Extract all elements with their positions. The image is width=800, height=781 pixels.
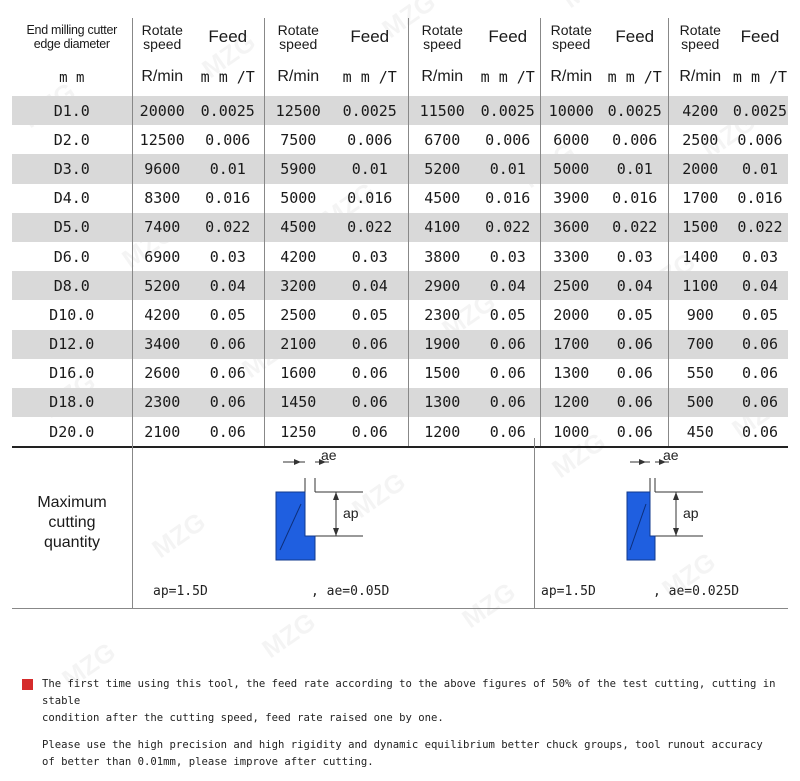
speed-cell: 1400 (668, 242, 732, 271)
speed-unit: R/min (408, 56, 476, 96)
feed-cell: 0.01 (192, 154, 264, 183)
note-bullet-icon (22, 679, 33, 690)
formula-ap-right: ap=1.5D (541, 584, 596, 599)
diameter-header-line2: edge diameter (33, 37, 110, 51)
speed-cell: 8300 (132, 184, 192, 213)
feed-cell: 0.06 (476, 417, 540, 447)
speed-cell: 2900 (408, 271, 476, 300)
diameter-cell: D1.0 (12, 96, 132, 125)
feed-cell: 0.04 (476, 271, 540, 300)
diameter-cell: D8.0 (12, 271, 132, 300)
feed-cell: 0.022 (476, 213, 540, 242)
ae-label: ae (321, 447, 337, 463)
speed-cell: 6000 (540, 125, 602, 154)
speed-cell: 5200 (132, 271, 192, 300)
speed-cell: 1700 (668, 184, 732, 213)
table-row (12, 125, 788, 154)
feed-cell: 0.06 (741, 364, 779, 383)
speed-unit: R/min (668, 56, 732, 96)
table-row (12, 271, 788, 300)
feed-unit: m m /T (607, 67, 662, 86)
speed-unit: R/min (540, 56, 602, 96)
feed-cell: 0.006 (737, 130, 783, 149)
speed-cell: 2300 (132, 388, 192, 417)
speed-cell: 2600 (132, 359, 192, 388)
feed-cell: 0.0025 (602, 96, 668, 125)
speed-cell: 2100 (132, 417, 192, 447)
feed-header: Feed (615, 27, 655, 46)
feed-cell: 0.006 (347, 130, 393, 149)
feed-cell: 0.06 (489, 364, 526, 383)
speed-unit: R/min (132, 56, 192, 96)
feed-cell: 0.016 (347, 189, 393, 208)
table-row (12, 242, 788, 271)
feed-cell: 0.016 (205, 189, 251, 208)
rotate-speed-header: Rotate speed (132, 18, 192, 56)
feed-cell: 0.016 (485, 189, 531, 208)
feed-header: Feed (740, 27, 780, 46)
feed-cell: 0.06 (476, 330, 540, 359)
feed-cell: 0.03 (489, 247, 526, 266)
feed-cell: 0.06 (332, 417, 408, 447)
feed-header: Feed (208, 27, 248, 46)
speed-cell: 1200 (408, 417, 476, 447)
feed-cell: 0.01 (732, 154, 788, 183)
feed-cell: 0.04 (192, 271, 264, 300)
speed-cell: 3200 (264, 271, 332, 300)
cut-profile-diagram-right (535, 438, 789, 608)
speed-cell: 6900 (132, 242, 192, 271)
feed-cell: 0.01 (476, 154, 540, 183)
diameter-unit: m m (59, 69, 85, 86)
maximum-cutting-quantity-label: Maximum cutting quantity (37, 494, 107, 551)
speed-cell: 4200 (132, 300, 192, 329)
feed-cell: 0.06 (476, 388, 540, 417)
feed-cell: 0.06 (602, 417, 668, 447)
diameter-cell: D16.0 (49, 364, 95, 383)
diameter-cell: D4.0 (53, 189, 90, 208)
note-paragraph-2: Please use the high precision and high rigidity and dynamic equilibrium better chuck groups, tool runout accuracy of better than 0.01mm, please improve after cutting. (42, 739, 763, 768)
speed-cell: 4500 (408, 184, 476, 213)
speed-cell: 550 (668, 359, 732, 388)
speed-cell: 2000 (540, 300, 602, 329)
feed-cell: 0.03 (209, 247, 246, 266)
speed-cell: 3400 (132, 330, 192, 359)
feed-cell: 0.0025 (732, 96, 788, 125)
table-row (12, 96, 788, 125)
feed-cell: 0.0025 (332, 96, 408, 125)
feed-cell: 0.022 (732, 213, 788, 242)
diameter-cell: D20.0 (12, 417, 132, 447)
feed-cell: 0.04 (602, 271, 668, 300)
note-paragraph-1: The first time using this tool, the feed rate according to the above figures of 50% of the test cutting, cutting in stable condition after the cutting speed, feed rate raised one by one. (42, 678, 776, 724)
feed-cell: 0.0025 (192, 96, 264, 125)
speed-cell: 5200 (408, 154, 476, 183)
feed-unit: m m /T (342, 67, 397, 86)
rotate-speed-header: Rotate speed (668, 18, 732, 56)
feed-header: Feed (488, 27, 528, 46)
feed-cell: 0.06 (732, 417, 788, 447)
diameter-cell: D18.0 (12, 388, 132, 417)
feed-unit: m m /T (200, 67, 255, 86)
feed-cell: 0.06 (732, 330, 788, 359)
table-row (12, 213, 788, 242)
feed-cell: 0.06 (602, 330, 668, 359)
speed-cell: 2100 (264, 330, 332, 359)
speed-cell: 1450 (264, 388, 332, 417)
feed-cell: 0.06 (192, 388, 264, 417)
feed-cell: 0.06 (209, 364, 246, 383)
speed-cell: 900 (668, 300, 732, 329)
speed-cell: 4500 (264, 213, 332, 242)
table-row (12, 184, 788, 213)
feed-cell: 0.06 (192, 417, 264, 447)
feed-cell: 0.022 (602, 213, 668, 242)
speed-cell: 3600 (540, 213, 602, 242)
feed-cell: 0.05 (351, 305, 388, 324)
feed-cell: 0.05 (209, 305, 246, 324)
speed-cell: 700 (668, 330, 732, 359)
formula-ae-right: , ae=0.025D (653, 584, 740, 599)
table-row (12, 388, 788, 417)
table-row (12, 359, 788, 388)
feed-cell: 0.006 (612, 130, 658, 149)
table-body (12, 96, 788, 447)
feed-cell: 0.05 (616, 305, 653, 324)
diameter-cell: D12.0 (12, 330, 132, 359)
speed-cell: 9600 (132, 154, 192, 183)
diameter-header-line1: End milling cutter (26, 23, 117, 37)
feed-cell: 0.06 (332, 330, 408, 359)
diameter-cell: D3.0 (12, 154, 132, 183)
cut-diagram-left-cell (132, 438, 535, 608)
speed-cell: 3900 (540, 184, 602, 213)
speed-cell: 1200 (540, 388, 602, 417)
speed-cell: 10000 (540, 96, 602, 125)
feed-cell: 0.06 (332, 388, 408, 417)
ae-label: ae (663, 447, 679, 463)
speed-cell: 6700 (408, 125, 476, 154)
speed-cell: 20000 (132, 96, 192, 125)
speed-cell: 12500 (264, 96, 332, 125)
speed-cell: 2500 (668, 125, 732, 154)
cutting-speed-table (12, 18, 788, 448)
speed-cell: 1500 (408, 359, 476, 388)
feed-unit: m m /T (732, 67, 788, 86)
usage-notes (22, 676, 792, 781)
feed-cell: 0.06 (351, 364, 388, 383)
speed-cell: 4100 (408, 213, 476, 242)
cut-profile-diagram-left (133, 438, 535, 608)
feed-cell: 0.006 (485, 130, 531, 149)
formula-ap-left: ap=1.5D (153, 584, 208, 599)
feed-cell: 0.05 (489, 305, 526, 324)
feed-cell: 0.0025 (476, 96, 540, 125)
feed-cell: 0.006 (205, 130, 251, 149)
workpiece-profile (276, 492, 315, 560)
feed-cell: 0.016 (612, 189, 658, 208)
diameter-cell: D2.0 (53, 130, 90, 149)
speed-cell: 11500 (408, 96, 476, 125)
feed-cell: 0.03 (351, 247, 388, 266)
watermark-text (256, 606, 321, 665)
feed-header: Feed (350, 27, 390, 46)
watermark-text (556, 0, 621, 15)
table-row (12, 300, 788, 329)
feed-cell: 0.05 (741, 305, 779, 324)
speed-cell: 5900 (264, 154, 332, 183)
feed-cell: 0.016 (737, 189, 783, 208)
feed-cell: 0.022 (332, 213, 408, 242)
feed-cell: 0.04 (332, 271, 408, 300)
speed-unit: R/min (264, 56, 332, 96)
diameter-cell: D5.0 (12, 213, 132, 242)
rotate-speed-header: Rotate speed (540, 18, 602, 56)
speed-cell: 4200 (264, 242, 332, 271)
speed-cell: 450 (668, 417, 732, 447)
feed-unit: m m /T (480, 67, 535, 86)
feed-cell: 0.06 (616, 364, 653, 383)
formula-ae-left: , ae=0.05D (311, 584, 390, 599)
speed-cell: 2300 (408, 300, 476, 329)
header-row-units (12, 56, 788, 96)
diameter-header (12, 18, 132, 56)
speed-cell: 4200 (668, 96, 732, 125)
speed-cell: 1000 (540, 417, 602, 447)
feed-cell: 0.01 (332, 154, 408, 183)
diameter-cell: D6.0 (53, 247, 90, 266)
speed-cell: 1600 (264, 359, 332, 388)
speed-cell: 500 (668, 388, 732, 417)
speed-cell: 3300 (540, 242, 602, 271)
cut-diagram-right-cell (534, 438, 789, 608)
maximum-cutting-quantity-section (12, 438, 788, 609)
speed-cell: 1100 (668, 271, 732, 300)
feed-cell: 0.03 (616, 247, 653, 266)
rotate-speed-header: Rotate speed (264, 18, 332, 56)
speed-cell: 1500 (668, 213, 732, 242)
feed-cell: 0.03 (741, 247, 779, 266)
speed-cell: 2500 (264, 300, 332, 329)
table-row (12, 330, 788, 359)
feed-cell: 0.06 (602, 388, 668, 417)
ap-label: ap (683, 505, 699, 521)
feed-cell: 0.022 (192, 213, 264, 242)
speed-cell: 3800 (408, 242, 476, 271)
speed-cell: 1250 (264, 417, 332, 447)
speed-cell: 2000 (668, 154, 732, 183)
speed-cell: 7500 (264, 125, 332, 154)
feed-cell: 0.06 (192, 330, 264, 359)
speed-cell: 1900 (408, 330, 476, 359)
speed-cell: 1700 (540, 330, 602, 359)
speed-cell: 1300 (408, 388, 476, 417)
diameter-cell: D10.0 (49, 305, 95, 324)
table-row (12, 154, 788, 183)
speed-cell: 12500 (132, 125, 192, 154)
workpiece-profile (627, 492, 655, 560)
feed-cell: 0.04 (732, 271, 788, 300)
speed-cell: 5000 (264, 184, 332, 213)
feed-cell: 0.01 (602, 154, 668, 183)
speed-cell: 2500 (540, 271, 602, 300)
rotate-speed-header: Rotate speed (408, 18, 476, 56)
ap-label: ap (343, 505, 359, 521)
speed-cell: 7400 (132, 213, 192, 242)
feed-cell: 0.06 (732, 388, 788, 417)
speed-cell: 1300 (540, 359, 602, 388)
speed-cell: 5000 (540, 154, 602, 183)
header-row-titles (12, 18, 788, 56)
